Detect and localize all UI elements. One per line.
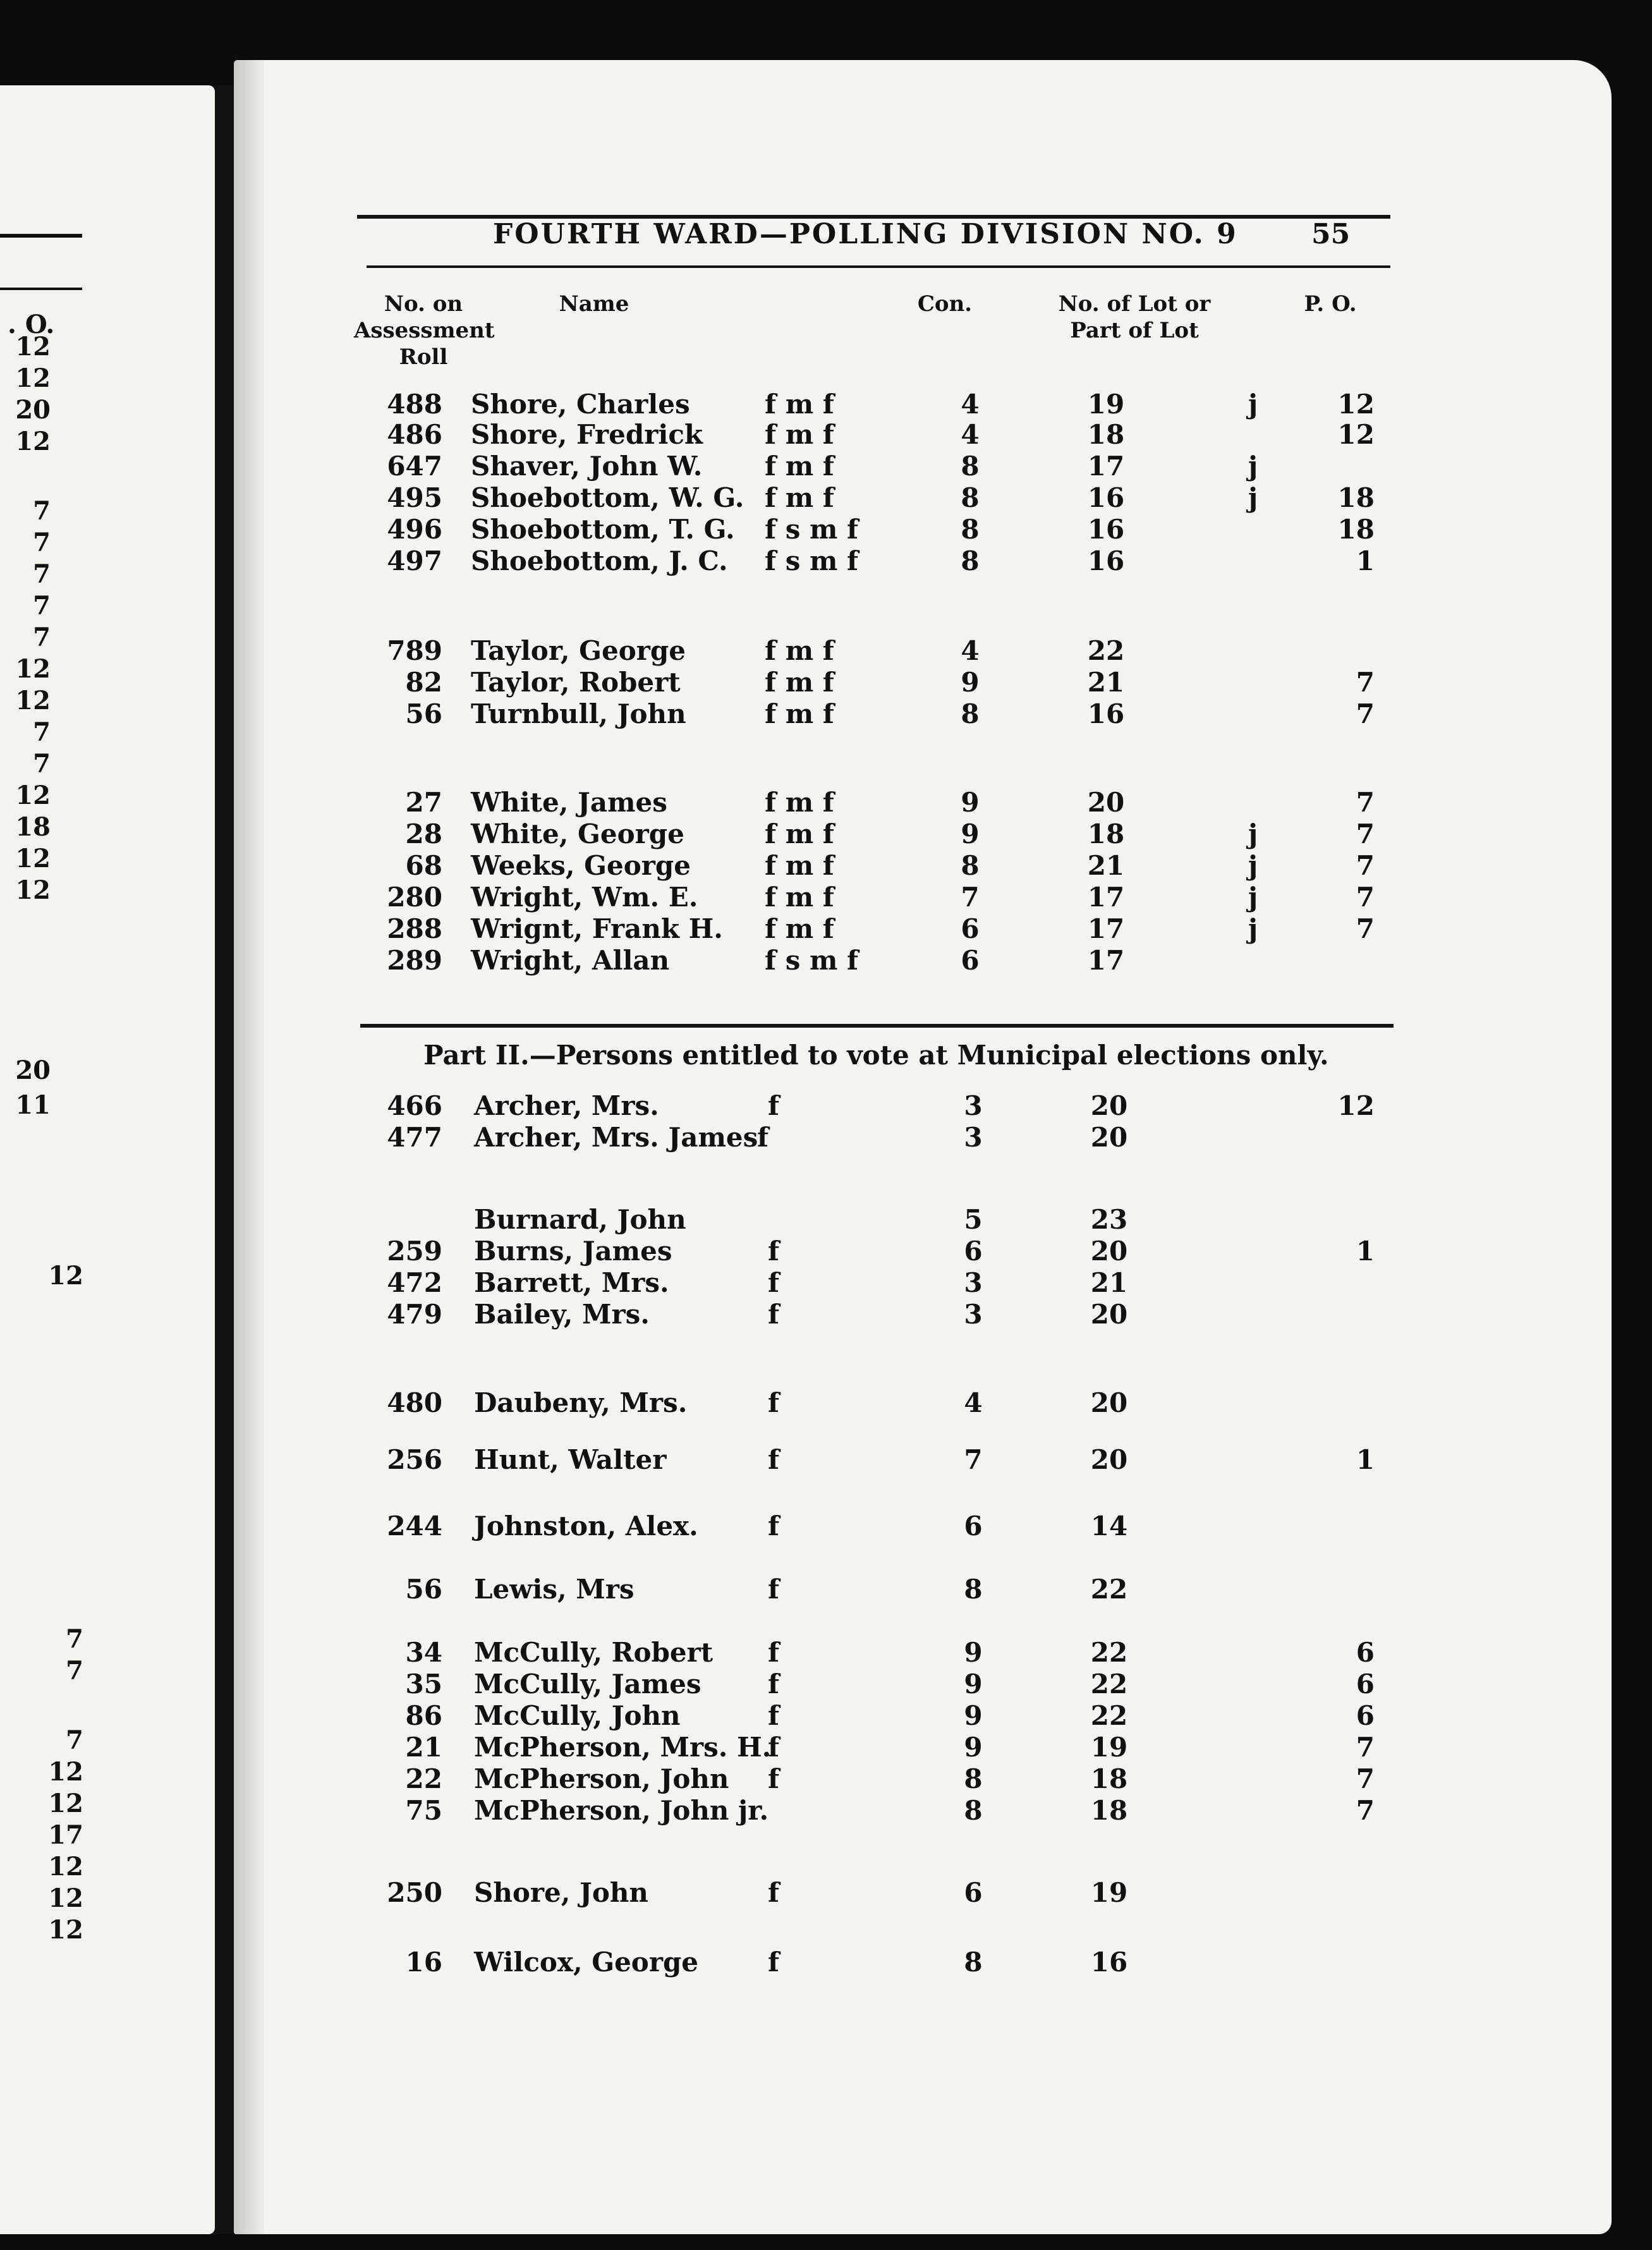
assessment-number: 16: [405, 1947, 442, 1978]
left-page-number: 12: [15, 875, 51, 905]
assessment-number: 56: [405, 1574, 442, 1605]
lot-number: 20: [1087, 787, 1125, 818]
assessment-number: 477: [387, 1122, 442, 1153]
voter-status: f: [768, 1877, 780, 1908]
assessment-number: 496: [387, 514, 442, 545]
voter-status: f s m f: [765, 945, 859, 976]
lot-number: 17: [1087, 451, 1125, 482]
j-mark: j: [1248, 451, 1258, 482]
concession: 8: [964, 1947, 983, 1978]
left-page-rule: [0, 288, 82, 290]
voter-name: McCully, John: [474, 1700, 681, 1731]
concession: 6: [961, 945, 980, 976]
lot-number: 18: [1090, 1763, 1128, 1794]
voter-status: f m f: [765, 882, 834, 913]
concession: 7: [961, 882, 980, 913]
concession: 8: [964, 1763, 983, 1794]
voter-name: Daubeny, Mrs.: [474, 1387, 688, 1418]
concession: 4: [961, 635, 980, 666]
assessment-number: 259: [387, 1236, 442, 1267]
page-title: FOURTH WARD—POLLING DIVISION NO. 9: [493, 218, 1238, 250]
voter-status: f: [768, 1090, 780, 1121]
concession: 7: [964, 1444, 983, 1475]
assessment-number: 289: [387, 945, 442, 976]
left-page-number: 7: [33, 591, 51, 621]
assessment-number: 256: [387, 1444, 442, 1475]
left-page-number: 7: [33, 717, 51, 747]
post-office: 1: [1356, 1236, 1375, 1267]
post-office: 7: [1356, 667, 1375, 698]
voter-name: Archer, Mrs.: [474, 1090, 659, 1121]
post-office: 7: [1356, 787, 1375, 818]
concession: 9: [964, 1669, 983, 1700]
lot-number: 21: [1090, 1267, 1128, 1298]
assessment-number: 472: [387, 1267, 442, 1298]
lot-number: 21: [1087, 850, 1125, 881]
lot-number: 17: [1087, 913, 1125, 944]
concession: 3: [964, 1122, 983, 1153]
voter-name: McCully, James: [474, 1669, 701, 1700]
left-page-number: 12: [15, 427, 51, 456]
lot-number: 19: [1090, 1732, 1128, 1763]
register-page: [234, 60, 1612, 2234]
voter-name: Wright, Allan: [471, 945, 670, 976]
voter-status: f: [768, 1947, 780, 1978]
voter-status: f: [768, 1444, 780, 1475]
page-inner-edge: [234, 60, 264, 2234]
lot-number: 22: [1087, 635, 1125, 666]
assessment-number: 68: [405, 850, 442, 881]
post-office: 6: [1356, 1669, 1375, 1700]
post-office: 7: [1356, 913, 1375, 944]
post-office: 7: [1356, 850, 1375, 881]
lot-number: 22: [1090, 1669, 1128, 1700]
voter-status: f: [768, 1511, 780, 1542]
lot-number: 18: [1087, 818, 1125, 849]
left-page-number: 20: [15, 1055, 51, 1085]
lot-number: 20: [1090, 1444, 1128, 1475]
post-office: 6: [1356, 1700, 1375, 1731]
concession: 9: [961, 818, 980, 849]
voter-status: f m f: [765, 635, 834, 666]
post-office: 7: [1356, 882, 1375, 913]
left-page-number: 12: [48, 1757, 83, 1787]
post-office: 6: [1356, 1637, 1375, 1668]
concession: 4: [961, 389, 980, 420]
column-header-po: P. O.: [1304, 291, 1357, 317]
voter-name: Shoebottom, W. G.: [471, 482, 744, 513]
voter-name: Wrignt, Frank H.: [471, 913, 723, 944]
assessment-number: 250: [387, 1877, 442, 1908]
part-ii-heading: Part II.—Persons entitled to vote at Municipal elections only.: [423, 1040, 1329, 1071]
assessment-number: 488: [387, 389, 442, 420]
voter-name: Shore, Charles: [471, 389, 690, 420]
voter-status: f: [768, 1763, 780, 1794]
assessment-number: 28: [405, 818, 442, 849]
assessment-number: 288: [387, 913, 442, 944]
j-mark: j: [1248, 850, 1258, 881]
concession: 9: [961, 787, 980, 818]
left-page-number: 12: [15, 654, 51, 684]
book-gutter: [215, 85, 234, 2234]
assessment-number: 21: [405, 1732, 442, 1763]
left-page-number: 12: [48, 1915, 83, 1945]
left-page-number: 7: [66, 1656, 83, 1686]
post-office: 1: [1356, 1444, 1375, 1475]
concession: 6: [964, 1236, 983, 1267]
post-office: 7: [1356, 698, 1375, 729]
concession: 3: [964, 1299, 983, 1330]
voter-status: f: [768, 1299, 780, 1330]
lot-number: 16: [1087, 545, 1125, 576]
voter-name: Archer, Mrs. James: [474, 1122, 758, 1153]
concession: 4: [961, 419, 980, 450]
voter-name: McPherson, John jr.: [474, 1795, 769, 1826]
assessment-number: 35: [405, 1669, 442, 1700]
post-office: 12: [1337, 389, 1375, 420]
voter-name: Shoebottom, J. C.: [471, 545, 728, 576]
left-page-number: 12: [15, 363, 51, 393]
page-number: 55: [1311, 218, 1351, 250]
header-bottom-rule: [367, 265, 1390, 268]
voter-status: f: [768, 1574, 780, 1605]
post-office: 7: [1356, 818, 1375, 849]
concession: 8: [961, 698, 980, 729]
lot-number: 19: [1087, 389, 1125, 420]
left-page-number: 12: [48, 1883, 83, 1913]
assessment-number: 647: [387, 451, 442, 482]
lot-number: 16: [1090, 1947, 1128, 1978]
concession: 4: [964, 1387, 983, 1418]
post-office: 12: [1337, 419, 1375, 450]
left-page-number: 12: [48, 1261, 83, 1291]
post-office: 18: [1337, 482, 1375, 513]
j-mark: j: [1248, 818, 1258, 849]
left-page-number: 12: [15, 781, 51, 810]
left-page-number: 11: [15, 1090, 51, 1120]
concession: 3: [964, 1090, 983, 1121]
voter-status: f: [768, 1637, 780, 1668]
voter-name: Barrett, Mrs.: [474, 1267, 669, 1298]
column-header-lot: No. of Lot or Part of Lot: [1058, 291, 1211, 343]
voter-name: Bailey, Mrs.: [474, 1299, 650, 1330]
lot-number: 22: [1090, 1574, 1128, 1605]
voter-status: f s m f: [765, 545, 859, 576]
assessment-number: 466: [387, 1090, 442, 1121]
voter-name: Turnbull, John: [471, 698, 686, 729]
assessment-number: 789: [387, 635, 442, 666]
j-mark: j: [1248, 389, 1258, 420]
voter-status: f m f: [765, 913, 834, 944]
lot-number: 20: [1090, 1387, 1128, 1418]
voter-status: f m f: [765, 389, 834, 420]
concession: 8: [964, 1795, 983, 1826]
voter-status: f m f: [765, 787, 834, 818]
assessment-number: 82: [405, 667, 442, 698]
column-header-name: Name: [559, 291, 629, 317]
assessment-number: 22: [405, 1763, 442, 1794]
voter-name: Lewis, Mrs: [474, 1574, 635, 1605]
voter-name: McCully, Robert: [474, 1637, 714, 1668]
assessment-number: 86: [405, 1700, 442, 1731]
concession: 9: [964, 1732, 983, 1763]
concession: 8: [961, 514, 980, 545]
voter-status: f: [768, 1267, 780, 1298]
concession: 9: [961, 667, 980, 698]
concession: 8: [961, 850, 980, 881]
left-page-number: 7: [33, 749, 51, 779]
post-office: 7: [1356, 1732, 1375, 1763]
column-header-con: Con.: [917, 291, 973, 317]
left-page-number: 7: [66, 1725, 83, 1755]
voter-status: f s m f: [765, 514, 859, 545]
post-office: 7: [1356, 1763, 1375, 1794]
voter-name: Shaver, John W.: [471, 451, 703, 482]
concession: 8: [961, 451, 980, 482]
left-page-number: 7: [33, 559, 51, 589]
assessment-number: 34: [405, 1637, 442, 1668]
left-page-number: 12: [48, 1852, 83, 1882]
assessment-number: 244: [387, 1511, 442, 1542]
concession: 8: [961, 545, 980, 576]
lot-number: 18: [1087, 419, 1125, 450]
concession: 6: [964, 1511, 983, 1542]
lot-number: 16: [1087, 514, 1125, 545]
assessment-number: 56: [405, 698, 442, 729]
left-page-number: 12: [15, 844, 51, 873]
lot-number: 20: [1090, 1236, 1128, 1267]
voter-name: Shore, Fredrick: [471, 419, 703, 450]
voter-status: f m f: [765, 667, 834, 698]
voter-name: Wilcox, George: [474, 1947, 699, 1978]
concession: 5: [964, 1204, 983, 1235]
left-page-number: 7: [33, 623, 51, 652]
left-page-number: 7: [33, 496, 51, 526]
left-page-number: 18: [15, 812, 51, 842]
voter-name: Shore, John: [474, 1877, 648, 1908]
lot-number: 20: [1090, 1299, 1128, 1330]
voter-status: f: [768, 1700, 780, 1731]
assessment-number: 27: [405, 787, 442, 818]
voter-status: f m f: [765, 482, 834, 513]
lot-number: 16: [1087, 482, 1125, 513]
voter-status: f m f: [765, 451, 834, 482]
left-page-number: 12: [15, 686, 51, 715]
voter-status: f m f: [765, 818, 834, 849]
voter-status: f: [768, 1236, 780, 1267]
post-office: 12: [1337, 1090, 1375, 1121]
post-office: 1: [1356, 545, 1375, 576]
voter-name: Johnston, Alex.: [474, 1511, 698, 1542]
concession: 3: [964, 1267, 983, 1298]
left-page-column-label: . O.: [8, 310, 55, 339]
voter-status: f m f: [765, 698, 834, 729]
lot-number: 17: [1087, 945, 1125, 976]
lot-number: 20: [1090, 1090, 1128, 1121]
assessment-number: 479: [387, 1299, 442, 1330]
lot-number: 22: [1090, 1700, 1128, 1731]
lot-number: 18: [1090, 1795, 1128, 1826]
voter-status: f m f: [765, 419, 834, 450]
voter-status: f: [768, 1387, 780, 1418]
part-ii-rule: [360, 1024, 1394, 1028]
left-page-number: 12: [48, 1789, 83, 1818]
concession: 6: [964, 1877, 983, 1908]
left-page-number: 17: [48, 1820, 83, 1850]
voter-status: f m f: [765, 850, 834, 881]
concession: 8: [964, 1574, 983, 1605]
left-page-number: 12: [15, 332, 51, 362]
lot-number: 20: [1090, 1122, 1128, 1153]
voter-status: f: [768, 1732, 780, 1763]
left-page-number: 20: [15, 395, 51, 425]
post-office: 18: [1337, 514, 1375, 545]
voter-status: f: [757, 1122, 769, 1153]
left-page-number: 7: [66, 1624, 83, 1654]
voter-name: White, James: [471, 787, 667, 818]
j-mark: j: [1248, 913, 1258, 944]
left-page-fragment: [0, 85, 215, 2234]
voter-name: White, George: [471, 818, 684, 849]
voter-name: Hunt, Walter: [474, 1444, 667, 1475]
voter-name: Wright, Wm. E.: [471, 882, 698, 913]
lot-number: 16: [1087, 698, 1125, 729]
voter-name: Burns, James: [474, 1236, 672, 1267]
assessment-number: 495: [387, 482, 442, 513]
concession: 9: [964, 1637, 983, 1668]
lot-number: 21: [1087, 667, 1125, 698]
assessment-number: 486: [387, 419, 442, 450]
lot-number: 22: [1090, 1637, 1128, 1668]
voter-status: f: [768, 1669, 780, 1700]
concession: 9: [964, 1700, 983, 1731]
post-office: 7: [1356, 1795, 1375, 1826]
voter-name: Shoebottom, T. G.: [471, 514, 735, 545]
assessment-number: 75: [405, 1795, 442, 1826]
lot-number: 23: [1090, 1204, 1128, 1235]
lot-number: 14: [1090, 1511, 1128, 1542]
j-mark: j: [1248, 882, 1258, 913]
voter-name: Weeks, George: [471, 850, 691, 881]
voter-name: McPherson, Mrs. H.: [474, 1732, 772, 1763]
concession: 6: [961, 913, 980, 944]
voter-name: Burnard, John: [474, 1204, 686, 1235]
assessment-number: 280: [387, 882, 442, 913]
j-mark: j: [1248, 482, 1258, 513]
left-page-number: 7: [33, 528, 51, 557]
lot-number: 17: [1087, 882, 1125, 913]
assessment-number: 480: [387, 1387, 442, 1418]
voter-name: Taylor, George: [471, 635, 686, 666]
concession: 8: [961, 482, 980, 513]
lot-number: 19: [1090, 1877, 1128, 1908]
voter-name: Taylor, Robert: [471, 667, 681, 698]
voter-name: McPherson, John: [474, 1763, 729, 1794]
left-page-rule: [0, 234, 82, 238]
assessment-number: 497: [387, 545, 442, 576]
column-header-number: No. on Assessment Roll: [354, 291, 495, 370]
